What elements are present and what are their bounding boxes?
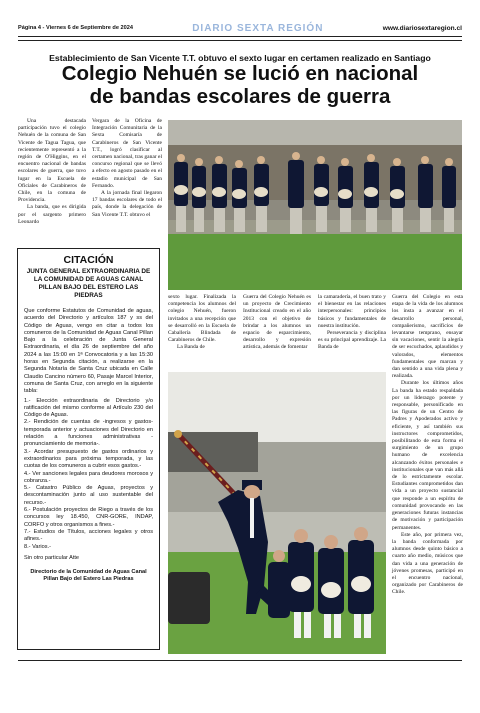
article-headline (18, 62, 462, 108)
paragraph: Perseverancia y disciplina es su principal aprendizaje. La Banda de (318, 330, 386, 351)
page-info: Página 4 - Viernes 6 de Septiembre de 2024 (18, 25, 133, 31)
article-column-4 (243, 294, 311, 352)
agenda-item: 3.- Acordar presupuesto de gastos ordinarios y extraordinarios para próxima temporada, y las cuotas de los comuneros a cubrir esos gastos.- (24, 448, 153, 470)
citation-intro: Que conforme Estatutos de Comunidad de aguas, acuerdo del Directorio y artículos 187 y ss del Código de Aguas, vengo en citar a todos los comuneros de la Comunidad de Aguas Canal Pillan Bajo a la celebración de Junta General Extraordinaria, el día 26 de septiembre del año 2024 a las 15:00 en 1ª Convocatoria y a las 15:30 horas en Segunda citación, a realizarse en la Segunda Notaría de Santa Cruz ubicada en Calle Claudio Cancino número 60, Pasaje Marcel Interior, comuna de Santa Cruz, con arreglo en la siguiente tabla: (24, 308, 153, 395)
agenda-item: 5.- Catastro Público de Aguas, proyectos y descontaminación junto al uso sustentable del recurso.- (24, 485, 153, 506)
paragraph: Vergara de la Oficina de Integración Comunitaria de la Sexta Comisaría de Carabineros de San Vicente T.T., logró clasificar al certamen nacional, tras ganar el concurso regional que se llevó a efecto en agosto pasado en el estadio municipal de San Fernando. (92, 118, 162, 189)
paragraph: A la jornada final llegaron 17 bandas escolares de todo el país, donde la delegación de San Vicente T.T. obtuvo el (92, 190, 162, 218)
article-column-2 (92, 118, 162, 219)
article-column-1 (18, 118, 86, 226)
citation-agenda (24, 398, 153, 551)
band-formation-photo (168, 120, 462, 290)
newspaper-name: DIARIO SEXTA REGIÓN (192, 22, 324, 34)
agenda-item: 2.- Rendición de cuentas de -ingresos y gastos- temporada anterior y actuaciones del Directorio en relación a funciones administrativas -pronunciamiento de memoria-. (24, 419, 153, 448)
citation-subtitle: JUNTA GENERAL EXTRAORDINARIA DE LA COMUNIDAD DE AGUAS CANAL PILLAN BAJO DEL ESTERO LAS PIEDRAS (26, 268, 151, 299)
agenda-item: 7.- Estudios de Títulos, acciones legales y otros afines.- (24, 528, 153, 543)
drum-major-photo (168, 372, 386, 654)
paragraph: Durante los últimos años La banda ha estado respaldada por un liderazgo potente y responsable, personificado en las figuras de un Centro de Padres y Apoderados activo y eficiente, y así también sus instructores comprometidos, posibilitando de esta forma el surgimiento de un grupo humano de excelencia alcanzando éxitos personales e institucionales que van más allá de lo estrictamente escolar. Estudiantes comprometidos dan vida a un proyecto sustancial que responde a un espíritu de comunidad provocando en las generaciones futuras instancias de motivación y participación permanentes. (392, 380, 463, 531)
paragraph: la camaradería, el buen trato y el bienestar en las relaciones interpersonales: principios básicos y fundamentales de nuestra institución. (318, 294, 386, 329)
article-kicker: Establecimiento de San Vicente T.T. obtuvo el sexto lugar en certamen realizado en Santiago (49, 53, 431, 63)
citation-signature: Directorio de la Comunidad de Aguas Canal Pillan Bajo del Estero Las Piedras (30, 568, 147, 583)
headline-line-1: Colegio Nehuén se lució en nacional (61, 62, 419, 85)
agenda-item: 1.- Elección extraordinaria de Directorio y/o ratificación del mismo conforme al Artículo 230 del Código de Aguas. (24, 397, 153, 419)
agenda-item: 4.- Ver sanciones legales para deudores morosos y cobranza.- (24, 470, 153, 484)
header-rule (18, 36, 462, 37)
article-column-6 (392, 294, 463, 597)
paragraph: Este año, por primera vez, la banda conformada por alumnos desde quinto básico a cuarto año medio, músicos que dan vida a una generación de jóvenes promesas, participó en el encuentro nacional, organizado por Carabineros de Chile. (392, 531, 463, 596)
article-column-3 (168, 294, 236, 352)
paragraph: Guerra del Colegio Nehuén es un proyecto de Crecimiento Institucional creado en el año 2013 con el objetivo de brindar a los alumnos un espacio de esparcimiento, desarrollo y expresión artística, además de fomentar (243, 294, 311, 351)
agenda-item: 8.- Varios.- (24, 543, 51, 550)
citation-title: CITACIÓN (63, 254, 114, 266)
paragraph: Una destacada participación tuvo el colegio Nehuén de la comuna de San Vicente de Tagua Tagua, que recientemente representó a la región de O'Higgins, en el encuentro nacional de bandas escolares de guerra, que tuvo lugar en la Escuela de Oficiales de Carabineros de Chile, en la comuna de Providencia. (18, 118, 86, 204)
paragraph: Guerra del Colegio en esta etapa de la vida de los alumnos los insta a avanzar en el desarrollo personal, compañerismo, sacrificios de levantarse temprano, ensayar sin vacaciones, sentir la alegría de ser escuchados, aplaudidos y valorados, elementos fundamentales que marcan y dan sentido a una vida plena y realizada. (392, 294, 463, 380)
footer-rule (18, 660, 462, 661)
paragraph: sexto lugar. Finalizada la competencia los alumnos del colegio Nehuén, fueron invitados a una recepción que se desarrolló en la Escuela de Caballería Blindada de Carabineros de Chile. (168, 294, 236, 344)
headline-line-2: de bandas escolares de guerra (89, 85, 391, 108)
citation-notice (17, 248, 160, 650)
website-link[interactable]: www.diariosextaregion.cl (382, 24, 462, 32)
header-rule-2 (18, 40, 462, 41)
paragraph: La banda, que es dirigida por el sargento primero Leonardo (18, 204, 86, 225)
paragraph: La Banda de (177, 344, 205, 351)
article-column-5 (318, 294, 386, 352)
citation-closing: Sin otro particular Atte (24, 554, 80, 561)
agenda-item: 6.- Postulación proyectos de Riego a través de los concursos ley 18.450, CNR-GORE, INDAP, CORFO y otros organismos a fines.- (24, 507, 153, 528)
page-header (18, 22, 462, 34)
